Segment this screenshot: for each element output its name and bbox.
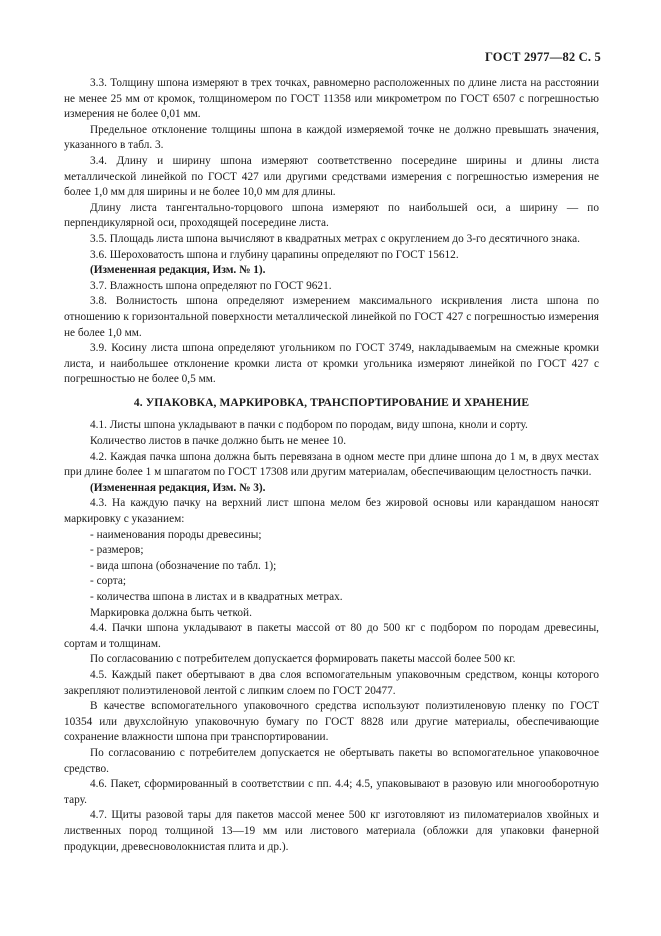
page-header: ГОСТ 2977—82 С. 5 bbox=[484, 50, 601, 64]
paragraph: 3.3. Толщину шпона измеряют в трех точках, равномерно расположенных по длине листа на расстоянии не менее 25 мм от кромок, толщиномером по ГОСТ 11358 или микрометром по ГОСТ 6507 с погрешностью измерения не более 0,01 мм. bbox=[64, 77, 599, 121]
paragraph: 3.8. Волнистость шпона определяют измерением максимального искривления листа шпона по отношению к горизонтальной поверхности металлической линейкой по ГОСТ 427 с погрешностью измерения не более 1,0 мм. bbox=[64, 295, 599, 339]
paragraph: 3.4. Длину и ширину шпона измеряют соответственно посередине ширины и длины листа металлической линейкой по ГОСТ 427 или другими средствами измерения с погрешностью измерения не более 1,0 мм для ширины и не более 10,0 мм для длины. bbox=[64, 154, 599, 199]
paragraph: 4.1. Листы шпона укладывают в пачки с подбором по породам, виду шпона, кноли и сорту. bbox=[90, 419, 528, 432]
revision-note: (Измененная редакция, Изм. № 1). bbox=[90, 264, 266, 277]
paragraph: 4.3. На каждую пачку на верхний лист шпона мелом без жировой основы или карандашом наносят маркировку с указанием: bbox=[64, 497, 599, 526]
paragraph: 4.2. Каждая пачка шпона должна быть перевязана в одном месте при длине шпона до 1 м, в двух местах при длине более 1 м шпагатом по ГОСТ 17308 или другим материалам, обеспечивающим целостность пачки. bbox=[64, 450, 599, 479]
paragraph: По согласованию с потребителем допускается не обертывать пакеты во вспомогательное упаковочное средство. bbox=[64, 746, 599, 775]
paragraph: 3.5. Площадь листа шпона вычисляют в квадратных метрах с округлением до 3-го десятичного знака. bbox=[90, 232, 580, 245]
paragraph: 4.7. Щиты разовой тары для пакетов массой менее 500 кг изготовляют из пиломатериалов хвойных и лиственных пород толщиной 13—19 мм или листового материала (обложки для упаковки фанерной продукции, древесноволокнистая плита и др.). bbox=[64, 809, 599, 853]
revision-note: (Измененная редакция, Изм. № 3). bbox=[90, 481, 266, 494]
list-item: - сорта; bbox=[64, 574, 599, 590]
document-body bbox=[64, 76, 599, 855]
paragraph: 3.9. Косину листа шпона определяют угольником по ГОСТ 3749, накладываемым на смежные кромки листа, и наибольшее отклонение кромки листа от кромки угольника измеряют линейкой по ГОСТ 427 с погрешностью не более 0,5 мм. bbox=[64, 342, 599, 386]
list-item: - наименования породы древесины; bbox=[64, 528, 599, 544]
list-item: - размеров; bbox=[64, 543, 599, 559]
paragraph: Длину листа тангентально-торцового шпона измеряют по наибольшей оси, а ширину — по перпендикулярной оси, проходящей посередине листа. bbox=[64, 201, 599, 230]
list-item: - количества шпона в листах и в квадратных метрах. bbox=[64, 590, 599, 606]
marking-list bbox=[64, 528, 599, 606]
section-4-paragraphs-end bbox=[64, 606, 599, 856]
paragraph: Предельное отклонение толщины шпона в каждой измеряемой точке не должно превышать значения, указанного в табл. 3. bbox=[64, 123, 599, 152]
section-4-paragraphs-start bbox=[64, 418, 599, 527]
paragraph: Количество листов в пачке должно быть не менее 10. bbox=[90, 435, 347, 448]
paragraph: В качестве вспомогательного упаковочного средства используют полиэтиленовую пленку по ГОСТ 10354 или двухслойную упаковочную бумагу по ГОСТ 8828 или другие материалы, обеспечивающие сохранение влажности шпона при транспортировании. bbox=[64, 700, 599, 744]
list-item: - вида шпона (обозначение по табл. 1); bbox=[64, 559, 599, 575]
paragraph: 3.7. Влажность шпона определяют по ГОСТ 9621. bbox=[90, 279, 332, 292]
paragraph: 4.5. Каждый пакет обертывают в два слоя вспомогательным упаковочным средством, концы которого закрепляют полиэтиленовой лентой с липким слоем по ГОСТ 20477. bbox=[64, 668, 599, 697]
paragraph: По согласованию с потребителем допускается формировать пакеты массой более 500 кг. bbox=[90, 653, 516, 666]
paragraph: 4.4. Пачки шпона укладывают в пакеты массой от 80 до 500 кг с подбором по породам древесины, сортам и толщинам. bbox=[64, 622, 599, 650]
paragraph: Маркировка должна быть четкой. bbox=[90, 606, 252, 619]
section-4-title: 4. УПАКОВКА, МАРКИРОВКА, ТРАНСПОРТИРОВАНИЕ И ХРАНЕНИЕ bbox=[133, 396, 530, 409]
paragraph: 4.6. Пакет, сформированный в соответствии с пп. 4.4; 4.5, упаковывают в разовую или многооборотную тару. bbox=[64, 778, 599, 806]
paragraph: 3.6. Шероховатость шпона и глубину царапины определяют по ГОСТ 15612. bbox=[90, 248, 459, 261]
section-3-paragraphs bbox=[64, 76, 599, 388]
